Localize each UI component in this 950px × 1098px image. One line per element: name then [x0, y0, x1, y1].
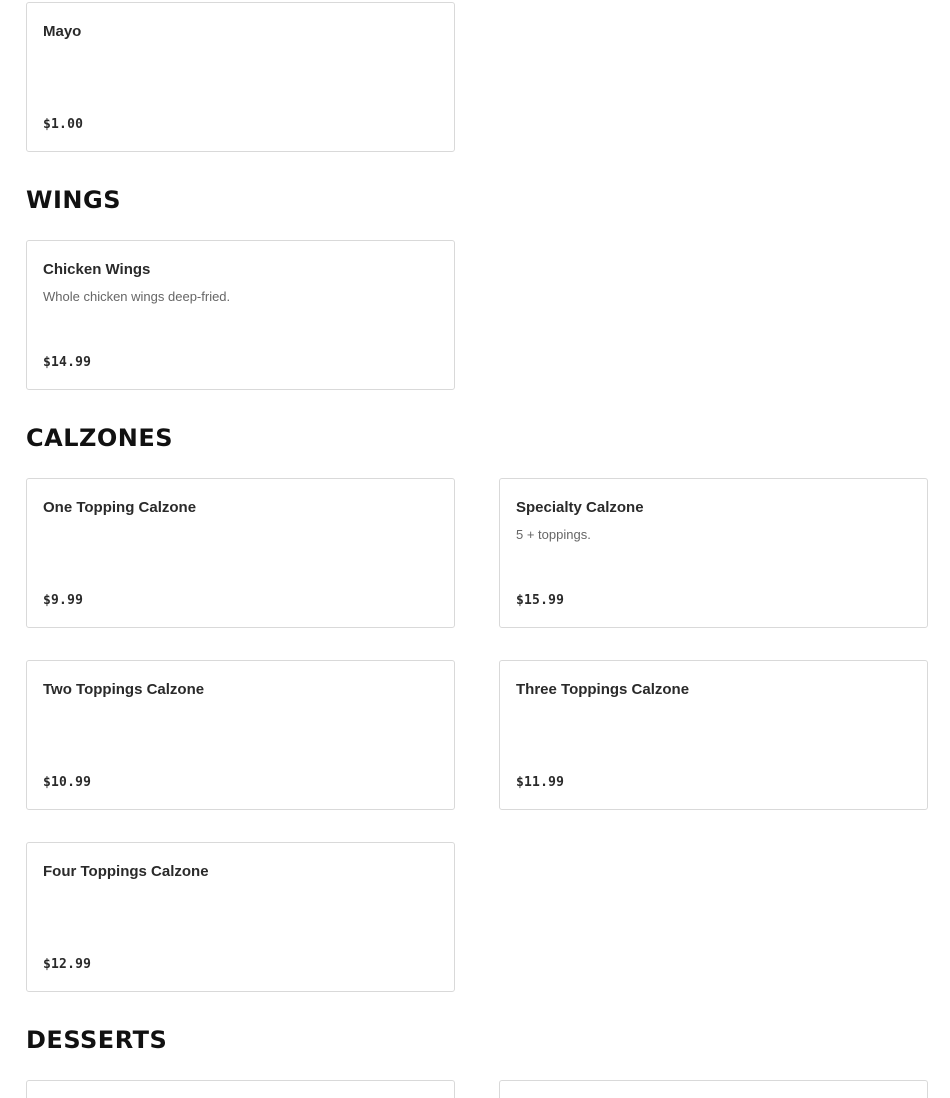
menu-item-price: $12.99: [43, 957, 92, 972]
menu-item-price: $9.99: [43, 593, 84, 608]
menu-item-name: Chicken Wings: [43, 261, 151, 278]
menu-item-card-two-toppings-calzone[interactable]: [26, 660, 455, 810]
menu-item-name: One Topping Calzone: [43, 499, 197, 516]
menu-item-description: 5 + toppings.: [516, 527, 591, 542]
menu-item-name: Two Toppings Calzone: [43, 681, 205, 698]
section-title-desserts: DESSERTS: [26, 1026, 168, 1054]
menu-item-price: $10.99: [43, 775, 92, 790]
menu-item-price: $11.99: [516, 775, 565, 790]
menu-item-name: Three Toppings Calzone: [516, 681, 690, 698]
menu-item-card-four-toppings-calzone[interactable]: [26, 842, 455, 992]
menu-item-card-mayo[interactable]: [26, 2, 455, 152]
menu-item-card-specialty-calzone[interactable]: [499, 478, 928, 628]
menu-item-card-dessert[interactable]: [26, 1080, 455, 1098]
menu-item-name: Four Toppings Calzone: [43, 863, 209, 880]
menu-item-price: $14.99: [43, 355, 92, 370]
menu-item-price: $1.00: [43, 117, 84, 132]
menu-item-price: $15.99: [516, 593, 565, 608]
section-title-wings: WINGS: [26, 186, 121, 214]
section-title-calzones: CALZONES: [26, 424, 174, 452]
menu-item-description: Whole chicken wings deep-fried.: [43, 289, 231, 304]
menu-item-card-chicken-wings[interactable]: [26, 240, 455, 390]
menu-item-card-dessert[interactable]: [499, 1080, 928, 1098]
menu-item-name: Specialty Calzone: [516, 499, 644, 516]
menu-item-card-three-toppings-calzone[interactable]: [499, 660, 928, 810]
menu-item-card-one-topping-calzone[interactable]: [26, 478, 455, 628]
menu-item-name: Mayo: [43, 23, 82, 40]
